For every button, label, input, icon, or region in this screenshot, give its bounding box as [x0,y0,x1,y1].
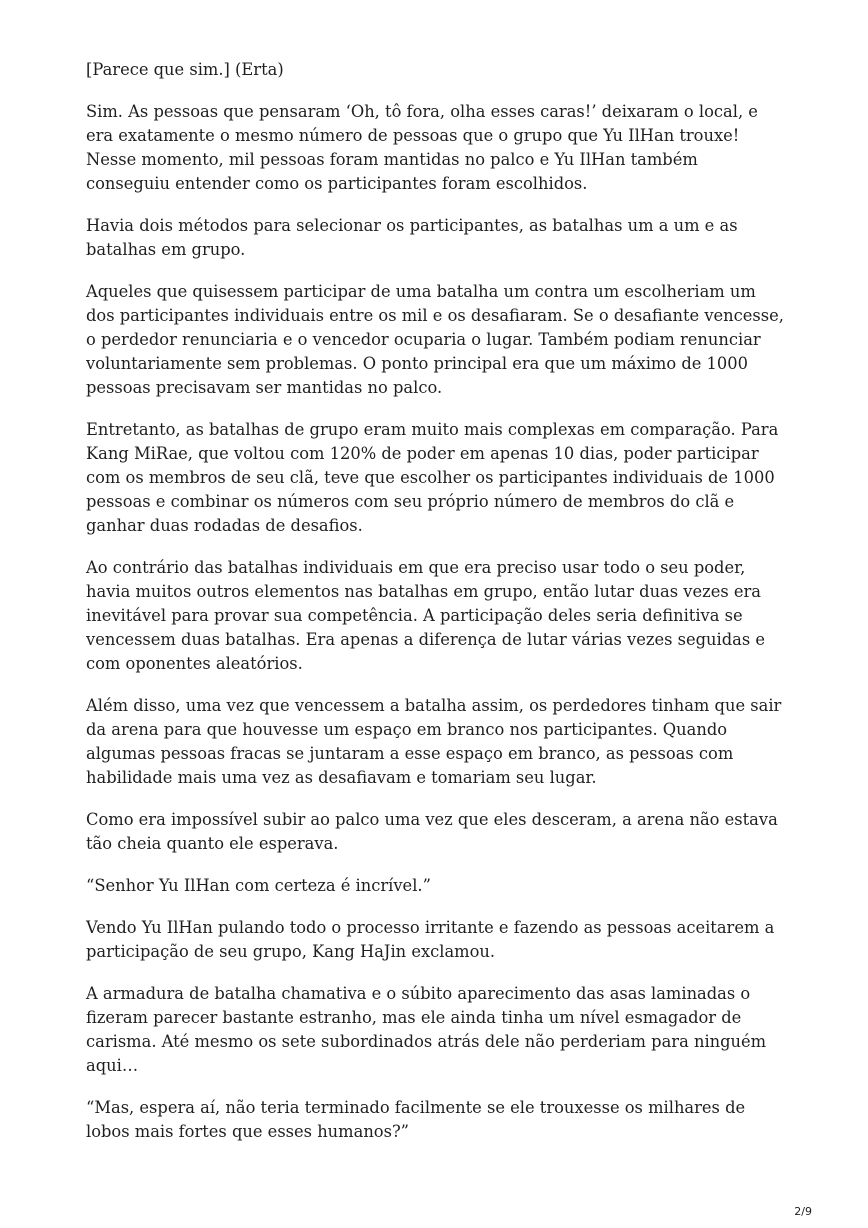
page-number: 2/9 [794,1205,812,1218]
paragraph: Vendo Yu IlHan pulando todo o processo irritante e fazendo as pessoas aceitarem a participação de seu grupo, Kang HaJin exclamou. [86,918,775,961]
paragraph: Sim. As pessoas que pensaram ‘Oh, tô fora, olha esses caras!’ deixaram o local, e era exatamente o mesmo número de pessoas que o grupo que Yu IlHan trouxe! Nesse momento, mil pessoas foram mantidas no palco e Yu IlHan também conseguiu entender como os participantes foram escolhidos. [86,102,758,193]
paragraph: Ao contrário das batalhas individuais em que era preciso usar todo o seu poder, havia muitos outros elementos nas batalhas em grupo, então lutar duas vezes era inevitável para provar sua competência. A participação deles seria definitiva se vencessem duas batalhas. Era apenas a diferença de lutar várias vezes seguidas e com oponentes aleatórios. [86,558,766,673]
paragraph: A armadura de batalha chamativa e o súbito aparecimento das asas laminadas o fizeram parecer bastante estranho, mas ele ainda tinha um nível esmagador de carisma. Até mesmo os sete subordinados atrás dele não perderiam para ninguém aqui… [86,984,767,1075]
paragraph: Como era impossível subir ao palco uma vez que eles desceram, a arena não estava tão cheia quanto ele esperava. [86,810,778,853]
paragraph: Aqueles que quisessem participar de uma batalha um contra um escolheriam um dos participantes individuais entre os mil e os desafiaram. Se o desafiante vencesse, o perdedor renunciaria e o vencedor ocuparia o lugar. Também podiam renunciar voluntariamente sem problemas. O ponto principal era que um máximo de 1000 pessoas precisavam ser mantidas no palco. [86,282,784,397]
paragraph: [Parece que sim.] (Erta) [86,60,284,79]
paragraph: “Senhor Yu IlHan com certeza é incrível.” [86,876,431,895]
paragraph: “Mas, espera aí, não teria terminado facilmente se ele trouxesse os milhares de lobos mais fortes que esses humanos?” [86,1098,746,1141]
paragraph: Entretanto, as batalhas de grupo eram muito mais complexas em comparação. Para Kang MiRae, que voltou com 120% de poder em apenas 10 dias, poder participar com os membros de seu clã, teve que escolher os participantes individuais de 1000 pessoas e combinar os números com seu próprio número de membros do clã e ganhar duas rodadas de desafios. [86,420,779,535]
document-body [86,58,786,1162]
paragraph: Além disso, uma vez que vencessem a batalha assim, os perdedores tinham que sair da arena para que houvesse um espaço em branco nos participantes. Quando algumas pessoas fracas se juntaram a esse espaço em branco, as pessoas com habilidade mais uma vez as desafiavam e tomariam seu lugar. [86,696,782,787]
paragraph: Havia dois métodos para selecionar os participantes, as batalhas um a um e as batalhas em grupo. [86,216,738,259]
